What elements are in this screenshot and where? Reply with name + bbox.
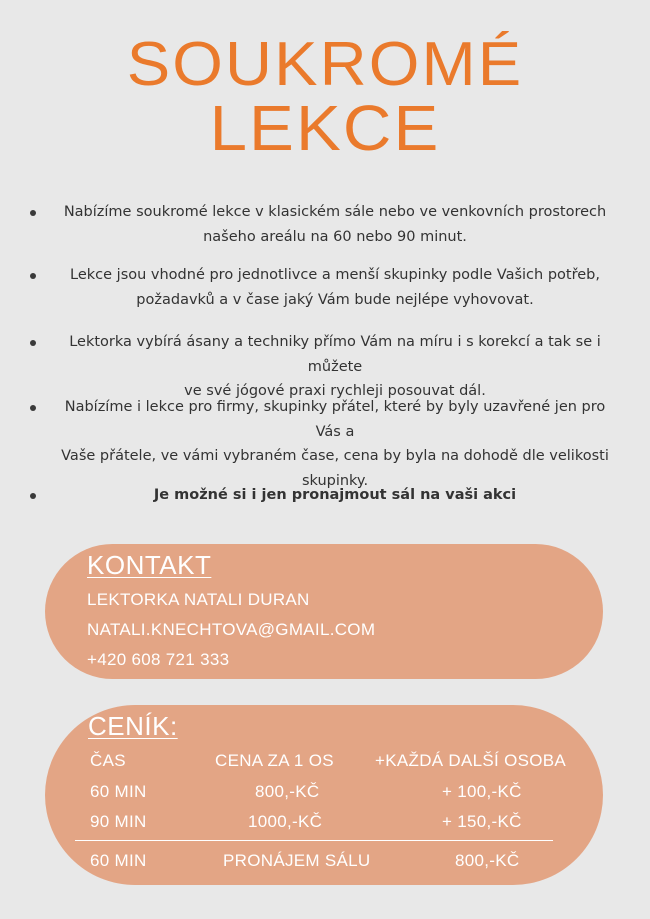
bullet-text: Lekce jsou vhodné pro jednotlivce a menší skupinky podle Vašich potřeb, požadavků a v čase jaký Vám bude nejlépe vyhovovat. — [70, 267, 600, 308]
contact-email[interactable]: NATALI.KNECHTOVA@GMAIL.COM — [87, 620, 376, 639]
contact-phone[interactable]: +420 608 721 333 — [87, 650, 230, 669]
bullet-text: Je možné si i jen pronajmout sál na vaši akci — [153, 487, 517, 503]
pricing-header-extra: +KAŽDÁ DALŠÍ OSOBA — [375, 751, 567, 770]
pricing-row-time: 90 MIN — [90, 812, 147, 831]
bullet-text: Nabízíme i lekce pro firmy, skupinky přátel, které by byly uzavřené jen pro Vás a Vaše přátele, ve vámi vybraném čase, cena by byla na dohodě dle velikosti skupinky. — [61, 399, 609, 489]
contact-panel — [45, 544, 603, 679]
pricing-panel — [45, 705, 603, 885]
pricing-row-price: 800,-KČ — [255, 782, 320, 801]
bullet-dot — [30, 210, 36, 216]
pricing-header-time: ČAS — [90, 751, 126, 770]
bullet-text: Lektorka vybírá ásany a techniky přímo Vám na míru i s korekcí a tak se i můžete ve své jógové praxi rychleji posouvat dál. — [69, 334, 601, 399]
rental-time: 60 MIN — [90, 851, 147, 870]
bullet-text: Nabízíme soukromé lekce v klasickém sále nebo ve venkovních prostorech našeho areálu na 60 nebo 90 minut. — [63, 204, 607, 245]
bullet-dot — [30, 273, 36, 279]
bullet-dot — [30, 405, 36, 411]
page-title-line-2: LEKCE — [209, 92, 441, 164]
rental-price: 800,-KČ — [455, 851, 520, 870]
pricing-heading: CENÍK: — [88, 711, 178, 741]
pricing-row-extra: + 100,-KČ — [442, 782, 522, 801]
contact-heading: KONTAKT — [87, 550, 212, 580]
contact-name: LEKTORKA NATALI DURAN — [87, 590, 310, 609]
pricing-divider — [75, 840, 553, 841]
page-title-line-1: SOUKROMÉ — [126, 30, 524, 99]
pricing-row-time: 60 MIN — [90, 782, 147, 801]
bullet-dot — [30, 340, 36, 346]
bullet-dot — [30, 493, 36, 499]
pricing-row-price: 1000,-KČ — [248, 812, 323, 831]
rental-label: PRONÁJEM SÁLU — [223, 851, 371, 870]
pricing-row-extra: + 150,-KČ — [442, 812, 522, 831]
pricing-header-price: CENA ZA 1 OS — [215, 751, 334, 770]
